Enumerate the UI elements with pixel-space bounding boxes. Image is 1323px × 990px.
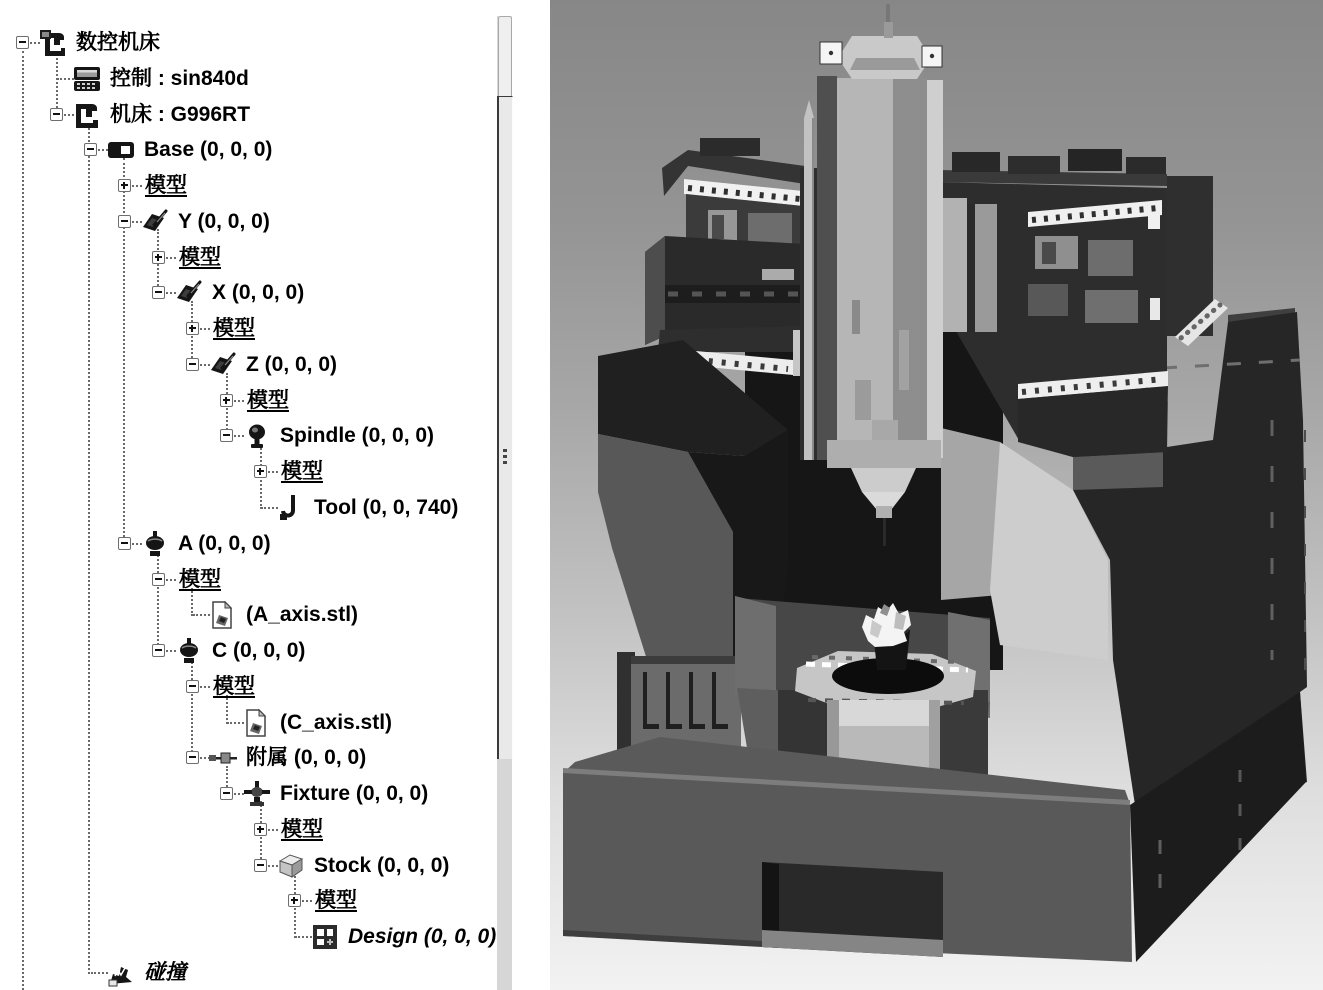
collapse-toggle[interactable] (152, 644, 165, 657)
tree-item-x-axis[interactable] (0, 275, 512, 311)
scrollbar-track-top[interactable] (498, 16, 512, 98)
tree-item-label: 模型 (213, 675, 255, 698)
tree-item-tool[interactable] (0, 490, 512, 526)
expand-toggle[interactable] (118, 179, 131, 192)
expand-toggle[interactable] (152, 251, 165, 264)
tree-item-label: 模型 (179, 568, 221, 591)
expand-toggle[interactable] (186, 322, 199, 335)
tree-item-label: 数控机床 (76, 31, 160, 54)
control-icon (72, 64, 102, 94)
tree-item-label: Spindle (0, 0, 0) (280, 424, 435, 447)
tree-item-label: C (0, 0, 0) (212, 639, 306, 662)
tree-item-label: Base (0, 0, 0) (144, 138, 273, 161)
tree-item-base-model[interactable] (0, 168, 512, 204)
spindle-nose (851, 468, 916, 492)
spindle-icon (242, 421, 272, 451)
tree-item-label: 模型 (281, 818, 323, 841)
tree-item-c-model[interactable] (0, 669, 512, 705)
tree-item-fixture[interactable] (0, 776, 512, 812)
tree-item-y-axis[interactable] (0, 204, 512, 240)
tree-item-label: Y (0, 0, 0) (178, 210, 270, 233)
collapse-toggle[interactable] (186, 680, 199, 693)
machine-3d-render (550, 0, 1323, 990)
collapse-toggle[interactable] (50, 108, 63, 121)
tree-item-label: (C_axis.stl) (280, 711, 393, 734)
tree-item-z-model[interactable] (0, 383, 512, 419)
tree-item-controller[interactable] (0, 61, 512, 97)
scrollbar-grip-dot (503, 455, 507, 458)
tool-icon (276, 493, 306, 523)
file-model-icon (208, 600, 238, 630)
tree-item-label: 碰撞 (144, 961, 186, 984)
tree-item-c-axis-stl[interactable] (0, 705, 512, 741)
collapse-toggle[interactable] (220, 787, 233, 800)
tree-item-label: (A_axis.stl) (246, 603, 359, 626)
machine-icon (72, 100, 102, 130)
tree-item-label: 模型 (145, 174, 187, 197)
machine-3d-view[interactable] (550, 0, 1323, 990)
tree-item-label: 控制 : sin840d (110, 67, 249, 90)
tree-item-label: 模型 (179, 246, 221, 269)
tree-item-label: 模型 (281, 460, 323, 483)
rotary-axis-icon (174, 636, 204, 666)
tree-item-z-axis[interactable] (0, 347, 512, 383)
collapse-toggle[interactable] (152, 286, 165, 299)
tree-scrollbar[interactable] (497, 16, 512, 990)
tree-item-y-model[interactable] (0, 240, 512, 276)
tree-item-a-axis[interactable] (0, 526, 512, 562)
tree-item-base[interactable] (0, 132, 512, 168)
scrollbar-grip-dot (503, 449, 507, 452)
scrollbar-grip-dot (503, 461, 507, 464)
linear-axis-icon (174, 278, 204, 308)
base-icon (106, 135, 136, 165)
tree-item-label: Tool (0, 0, 740) (314, 496, 459, 519)
tree-item-collision[interactable] (0, 955, 512, 990)
tree-item-design[interactable] (0, 919, 512, 955)
collapse-toggle[interactable] (118, 537, 131, 550)
tree-item-label: 模型 (213, 317, 255, 340)
tree-item-label: Fixture (0, 0, 0) (280, 782, 429, 805)
expand-toggle[interactable] (254, 465, 267, 478)
tree-item-label: 附属 (0, 0, 0) (246, 746, 367, 769)
expand-toggle[interactable] (254, 823, 267, 836)
tree-item-stock-model[interactable] (0, 883, 512, 919)
collapse-toggle[interactable] (186, 751, 199, 764)
collapse-toggle[interactable] (152, 573, 165, 586)
stock-icon (276, 851, 306, 881)
collapse-toggle[interactable] (118, 215, 131, 228)
cutting-tool (883, 518, 886, 546)
tree-item-x-model[interactable] (0, 311, 512, 347)
tree-item-machine-g996rt[interactable] (0, 97, 512, 133)
collapse-toggle[interactable] (254, 859, 267, 872)
rotary-axis-icon (140, 529, 170, 559)
tree-item-stock[interactable] (0, 848, 512, 884)
machine-root-icon (38, 28, 68, 58)
tree-item-label: A (0, 0, 0) (178, 532, 271, 555)
tree-item-spindle-model[interactable] (0, 454, 512, 490)
file-model-icon (242, 708, 272, 738)
tree-item-a-axis-stl[interactable] (0, 597, 512, 633)
tree-item-label: 机床 : G996RT (110, 103, 251, 126)
machine-tree-panel (0, 0, 512, 990)
collapse-toggle[interactable] (84, 143, 97, 156)
fixture-icon (242, 779, 272, 809)
tree-item-fixture-model[interactable] (0, 812, 512, 848)
collapse-toggle[interactable] (220, 429, 233, 442)
tree-item-label: 模型 (247, 389, 289, 412)
linear-axis-icon (208, 350, 238, 380)
tree-item-attachment[interactable] (0, 740, 512, 776)
tree-item-label: X (0, 0, 0) (212, 281, 305, 304)
tree-item-label: Stock (0, 0, 0) (314, 854, 450, 877)
design-icon (310, 922, 340, 952)
expand-toggle[interactable] (220, 394, 233, 407)
collapse-toggle[interactable] (186, 358, 199, 371)
tree-item-cnc-machine[interactable] (0, 25, 512, 61)
tree-item-label: Z (0, 0, 0) (246, 353, 338, 376)
tree-item-c-axis[interactable] (0, 633, 512, 669)
tree-item-a-model[interactable] (0, 562, 512, 598)
linear-axis-icon (140, 207, 170, 237)
tree-item-label: 模型 (315, 889, 357, 912)
tree-item-spindle[interactable] (0, 418, 512, 454)
scrollbar-thumb[interactable] (497, 96, 513, 759)
collapse-toggle[interactable] (16, 36, 29, 49)
collision-icon (106, 958, 136, 988)
tree-item-label: Design (0, 0, 0) (348, 925, 497, 948)
attach-icon (208, 743, 238, 773)
expand-toggle[interactable] (288, 894, 301, 907)
